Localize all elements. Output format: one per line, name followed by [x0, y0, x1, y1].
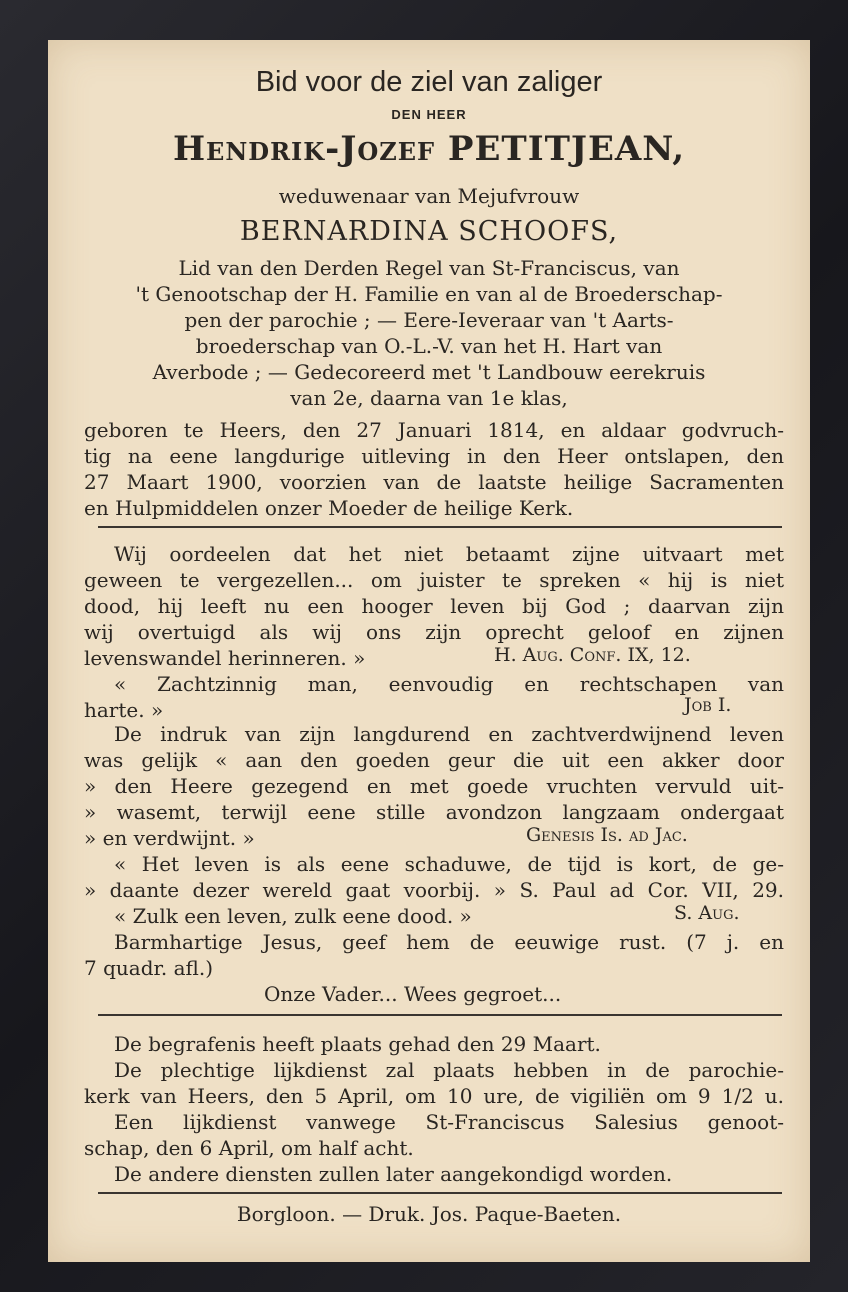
quote-reference: H. Aug. Conf. IX, 12. [494, 644, 691, 666]
bio-line: broederschap van O.-L.-V. van het H. Hart van [195, 334, 663, 358]
quote-line: « Zachtzinnig man, eenvoudig en rechtschapen van [114, 672, 784, 696]
quote-line: was gelijk « aan den goeden geur die uit een akker door [84, 748, 784, 772]
quote-line: « Het leven is als eene schaduwe, de tijd is kort, de ge- [114, 852, 784, 876]
quote-line: » wasemt, terwijl eene stille avondzon langzaam ondergaat [84, 800, 784, 824]
spouse-name: BERNARDINA SCHOOFS, [239, 216, 619, 247]
divider [98, 1192, 782, 1194]
quote-reference: Job I. [684, 694, 732, 716]
divider [98, 1014, 782, 1016]
divider [98, 526, 782, 528]
title-small: DEN HEER [391, 107, 467, 122]
quote-line: levenswandel herinneren. » [84, 646, 366, 670]
printer-footer: Borgloon. — Druk. Jos. Paque-Baeten. [236, 1202, 622, 1226]
bio-line: Averbode ; — Gedecoreerd met 't Landbouw eerekruis [152, 360, 706, 384]
birth-line: 27 Maart 1900, voorzien van de laatste heilige Sacramenten [84, 470, 784, 494]
service-line: De begrafenis heeft plaats gehad den 29 Maart. [114, 1032, 601, 1056]
service-line: De plechtige lijkdienst zal plaats hebben in de parochie- [114, 1058, 784, 1082]
prayer-line: Barmhartige Jesus, geef hem de eeuwige rust. (7 j. en [114, 930, 784, 954]
bio-line: 't Genootschap der H. Familie en van al de Broederschap- [135, 282, 723, 306]
quote-line: harte. » [84, 698, 164, 722]
quote-line: De indruk van zijn langdurend en zachtverdwijnend leven [114, 722, 784, 746]
service-line: schap, den 6 April, om half acht. [84, 1136, 414, 1160]
intro-line: Bid voor de ziel van zaliger [255, 66, 603, 98]
birth-line: geboren te Heers, den 27 Januari 1814, en aldaar godvruch- [84, 418, 784, 442]
deceased-name: Hendrik-Jozef PETITJEAN, [172, 129, 686, 169]
memorial-card [48, 40, 810, 1262]
quote-line: » daante dezer wereld gaat voorbij. » S. Paul ad Cor. VII, 29. [84, 878, 784, 902]
quote-line: » en verdwijnt. » [84, 826, 255, 850]
prayer-line: Onze Vader... Wees gegroet... [264, 982, 562, 1006]
bio-line: pen der parochie ; — Eere-Ieveraar van 't Aarts- [184, 308, 674, 332]
quote-line: Wij oordeelen dat het niet betaamt zijne uitvaart met [114, 542, 784, 566]
bio-line: Lid van den Derden Regel van St-Franciscus, van [178, 256, 680, 280]
service-line: De andere diensten zullen later aangekondigd worden. [114, 1162, 673, 1186]
service-line: Een lijkdienst vanwege St-Franciscus Salesius genoot- [114, 1110, 784, 1134]
quote-line: « Zulk een leven, zulk eene dood. » [114, 904, 472, 928]
birth-line: en Hulpmiddelen onzer Moeder de heilige Kerk. [84, 496, 574, 520]
quote-line: wij overtuigd als wij ons zijn oprecht geloof en zijnen [84, 620, 784, 644]
birth-line: tig na eene langdurige uitleving in den Heer ontslapen, den [84, 444, 784, 468]
quote-reference: Genesis Is. ad Jac. [526, 824, 688, 846]
quote-line: dood, hij leeft nu een hooger leven bij God ; daarvan zijn [84, 594, 784, 618]
bio-line: van 2e, daarna van 1e klas, [290, 386, 568, 410]
widower-line: weduwenaar van Mejufvrouw [278, 184, 580, 208]
service-line: kerk van Heers, den 5 April, om 10 ure, de vigiliën om 9 1/2 u. [84, 1084, 784, 1108]
quote-line: » den Heere gezegend en met goede vruchten vervuld uit- [84, 774, 784, 798]
quote-reference: S. Aug. [674, 902, 740, 924]
prayer-line: 7 quadr. afl.) [84, 956, 213, 980]
quote-line: geween te vergezellen... om juister te spreken « hij is niet [84, 568, 784, 592]
